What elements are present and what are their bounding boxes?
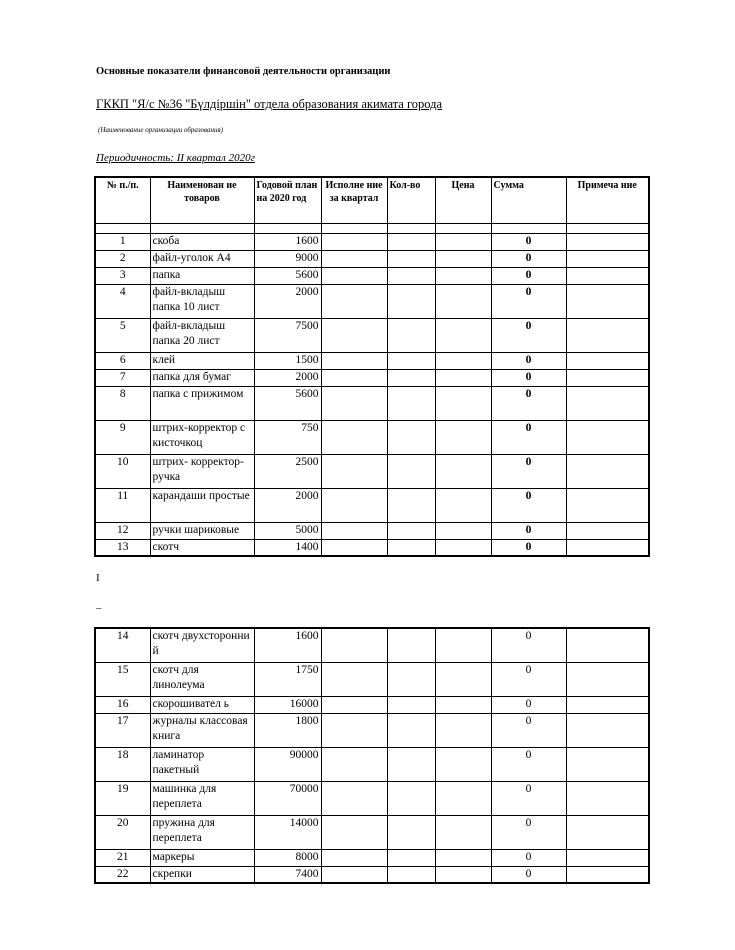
- cell-number: 6: [95, 352, 150, 369]
- cell-annual-plan: 5000: [254, 522, 321, 539]
- cell-name: карандаши простые: [150, 488, 254, 522]
- cell-annual-plan: 1400: [254, 539, 321, 556]
- period-label: Периодичность: II квартал 2020г: [96, 152, 255, 164]
- cell-quantity: [387, 488, 435, 522]
- cell-number: 20: [95, 815, 150, 849]
- cell-price: [435, 369, 491, 386]
- cell-note: [566, 488, 649, 522]
- cell-note: [566, 662, 649, 696]
- cell-price: [435, 420, 491, 454]
- cell-annual-plan: 2500: [254, 454, 321, 488]
- cell-sum: 0: [491, 369, 566, 386]
- cell-name: скоба: [150, 233, 254, 250]
- cell-name: штрих-корректор с кисточкоц: [150, 420, 254, 454]
- cell-note: [566, 369, 649, 386]
- cell-annual-plan: 1750: [254, 662, 321, 696]
- cell-quantity: [387, 454, 435, 488]
- table-row: [95, 815, 649, 849]
- cell-execution: [321, 369, 387, 386]
- cell-price: [435, 662, 491, 696]
- cell-execution: [321, 488, 387, 522]
- organization-name: ГККП "Я/с №36 "Бүлдіршін" отдела образования акимата города: [96, 97, 443, 111]
- table-row: [95, 420, 649, 454]
- cell-number: 12: [95, 522, 150, 539]
- cell-execution: [321, 233, 387, 250]
- cell-execution: [321, 713, 387, 747]
- cell-execution: [321, 781, 387, 815]
- cell-annual-plan: 1600: [254, 233, 321, 250]
- cell-quantity: [387, 386, 435, 420]
- table-row: [95, 284, 649, 318]
- cell-name: файл-вкладыш папка 10 лист: [150, 284, 254, 318]
- cell-name: файл-уголок А4: [150, 250, 254, 267]
- cell-sum: 0: [491, 662, 566, 696]
- cell-number: 21: [95, 849, 150, 866]
- cell-quantity: [387, 747, 435, 781]
- cell-number: 19: [95, 781, 150, 815]
- cell-quantity: [387, 696, 435, 713]
- cell-execution: [321, 696, 387, 713]
- cell-sum: 0: [491, 781, 566, 815]
- cell-note: [566, 250, 649, 267]
- cell-price: [435, 781, 491, 815]
- cell-annual-plan: 9000: [254, 250, 321, 267]
- cell-number: 9: [95, 420, 150, 454]
- cell-annual-plan: 16000: [254, 696, 321, 713]
- cell-note: [566, 713, 649, 747]
- cell-name: скорошивател ь: [150, 696, 254, 713]
- cell-quantity: [387, 250, 435, 267]
- column-header-sum: Сумма: [491, 177, 566, 223]
- table-row: [95, 522, 649, 539]
- cell-note: [566, 815, 649, 849]
- cell-sum: 0: [491, 267, 566, 284]
- cell-note: [566, 628, 649, 662]
- cell-execution: [321, 522, 387, 539]
- cell-annual-plan: 5600: [254, 386, 321, 420]
- cell-quantity: [387, 781, 435, 815]
- cell-sum: 0: [491, 420, 566, 454]
- cell-note: [566, 747, 649, 781]
- table-row: [95, 454, 649, 488]
- table-row: [95, 781, 649, 815]
- cell-number: 15: [95, 662, 150, 696]
- table-row: [95, 250, 649, 267]
- cell-annual-plan: 2000: [254, 369, 321, 386]
- cell-execution: [321, 815, 387, 849]
- organization-caption: (Наименование организации образования): [98, 126, 224, 134]
- cell-price: [435, 267, 491, 284]
- column-header-execution: Исполне ние за квартал: [321, 177, 387, 223]
- cell-quantity: [387, 815, 435, 849]
- cell-execution: [321, 849, 387, 866]
- cell-annual-plan: 7400: [254, 866, 321, 883]
- cell-sum: 0: [491, 628, 566, 662]
- cell-number: 10: [95, 454, 150, 488]
- cell-quantity: [387, 233, 435, 250]
- cell-annual-plan: 2000: [254, 488, 321, 522]
- table-row: [95, 488, 649, 522]
- cell-price: [435, 713, 491, 747]
- cell-note: [566, 420, 649, 454]
- cell-note: [566, 849, 649, 866]
- cell-quantity: [387, 522, 435, 539]
- cell-number: 11: [95, 488, 150, 522]
- cell-quantity: [387, 713, 435, 747]
- cell-annual-plan: 2000: [254, 284, 321, 318]
- table-row: [95, 696, 649, 713]
- stray-mark: I: [96, 572, 100, 584]
- table-row: [95, 369, 649, 386]
- cell-note: [566, 233, 649, 250]
- cell-name: скотч двухсторонни й: [150, 628, 254, 662]
- cell-annual-plan: 1500: [254, 352, 321, 369]
- column-header-quantity: Кол-во: [387, 177, 435, 223]
- cell-name: скотч: [150, 539, 254, 556]
- cell-sum: 0: [491, 352, 566, 369]
- cell-name: маркеры: [150, 849, 254, 866]
- cell-name: пружина для переплета: [150, 815, 254, 849]
- cell-sum: 0: [491, 386, 566, 420]
- cell-price: [435, 250, 491, 267]
- cell-number: 2: [95, 250, 150, 267]
- cell-price: [435, 815, 491, 849]
- cell-execution: [321, 318, 387, 352]
- table-row: [95, 662, 649, 696]
- cell-annual-plan: 7500: [254, 318, 321, 352]
- cell-execution: [321, 352, 387, 369]
- cell-note: [566, 522, 649, 539]
- cell-execution: [321, 250, 387, 267]
- cell-number: 1: [95, 233, 150, 250]
- cell-execution: [321, 539, 387, 556]
- cell-price: [435, 696, 491, 713]
- cell-annual-plan: 8000: [254, 849, 321, 866]
- cell-quantity: [387, 628, 435, 662]
- column-header-note: Примеча ние: [566, 177, 649, 223]
- cell-quantity: [387, 662, 435, 696]
- cell-quantity: [387, 369, 435, 386]
- cell-name: скотч для линолеума: [150, 662, 254, 696]
- table-row: [95, 318, 649, 352]
- cell-note: [566, 267, 649, 284]
- cell-annual-plan: 1800: [254, 713, 321, 747]
- cell-price: [435, 284, 491, 318]
- cell-note: [566, 696, 649, 713]
- cell-sum: 0: [491, 488, 566, 522]
- cell-name: папка: [150, 267, 254, 284]
- table-row: [95, 866, 649, 883]
- cell-sum: 0: [491, 454, 566, 488]
- cell-price: [435, 628, 491, 662]
- cell-number: 22: [95, 866, 150, 883]
- cell-price: [435, 352, 491, 369]
- cell-quantity: [387, 539, 435, 556]
- cell-number: 5: [95, 318, 150, 352]
- cell-quantity: [387, 866, 435, 883]
- cell-sum: 0: [491, 233, 566, 250]
- table-row: [95, 267, 649, 284]
- cell-price: [435, 866, 491, 883]
- table-row: [95, 386, 649, 420]
- cell-execution: [321, 386, 387, 420]
- cell-execution: [321, 662, 387, 696]
- cell-number: 18: [95, 747, 150, 781]
- cell-execution: [321, 267, 387, 284]
- cell-execution: [321, 747, 387, 781]
- cell-annual-plan: 90000: [254, 747, 321, 781]
- cell-number: 7: [95, 369, 150, 386]
- cell-note: [566, 318, 649, 352]
- table-row: [95, 747, 649, 781]
- cell-name: клей: [150, 352, 254, 369]
- cell-price: [435, 386, 491, 420]
- cell-price: [435, 318, 491, 352]
- cell-name: ламинатор пакетный: [150, 747, 254, 781]
- cell-annual-plan: 750: [254, 420, 321, 454]
- table-row: [95, 628, 649, 662]
- cell-sum: 0: [491, 250, 566, 267]
- cell-sum: 0: [491, 866, 566, 883]
- column-header-name: Наименован ие товаров: [150, 177, 254, 223]
- table-row: [95, 849, 649, 866]
- cell-quantity: [387, 420, 435, 454]
- cell-name: скрепки: [150, 866, 254, 883]
- cell-note: [566, 352, 649, 369]
- cell-note: [566, 454, 649, 488]
- cell-name: штрих- корректор-ручка: [150, 454, 254, 488]
- column-header-price: Цена: [435, 177, 491, 223]
- cell-price: [435, 747, 491, 781]
- financial-table-page2: [94, 627, 650, 884]
- cell-sum: 0: [491, 849, 566, 866]
- cell-number: 14: [95, 628, 150, 662]
- cell-note: [566, 866, 649, 883]
- cell-sum: 0: [491, 318, 566, 352]
- cell-annual-plan: 5600: [254, 267, 321, 284]
- page-title: Основные показатели финансовой деятельности организации: [96, 66, 391, 77]
- cell-price: [435, 454, 491, 488]
- cell-execution: [321, 454, 387, 488]
- cell-note: [566, 539, 649, 556]
- header-row: [95, 177, 649, 223]
- header-spacer-row: [95, 223, 649, 233]
- cell-price: [435, 233, 491, 250]
- cell-price: [435, 849, 491, 866]
- financial-table-page1: [94, 176, 650, 557]
- cell-name: ручки шариковые: [150, 522, 254, 539]
- cell-name: машинка для переплета: [150, 781, 254, 815]
- cell-annual-plan: 70000: [254, 781, 321, 815]
- cell-quantity: [387, 284, 435, 318]
- cell-execution: [321, 866, 387, 883]
- cell-sum: 0: [491, 522, 566, 539]
- cell-quantity: [387, 318, 435, 352]
- stray-dash: –: [96, 602, 102, 614]
- cell-annual-plan: 1600: [254, 628, 321, 662]
- cell-sum: 0: [491, 815, 566, 849]
- cell-annual-plan: 14000: [254, 815, 321, 849]
- cell-name: папка с прижимом: [150, 386, 254, 420]
- cell-name: папка для бумаг: [150, 369, 254, 386]
- table-row: [95, 352, 649, 369]
- cell-sum: 0: [491, 539, 566, 556]
- cell-number: 3: [95, 267, 150, 284]
- cell-execution: [321, 284, 387, 318]
- table-row: [95, 233, 649, 250]
- cell-quantity: [387, 352, 435, 369]
- cell-quantity: [387, 267, 435, 284]
- table-row: [95, 713, 649, 747]
- cell-number: 13: [95, 539, 150, 556]
- cell-name: файл-вкладыш папка 20 лист: [150, 318, 254, 352]
- cell-number: 4: [95, 284, 150, 318]
- column-header-number: № п./п.: [95, 177, 150, 223]
- cell-sum: 0: [491, 696, 566, 713]
- cell-number: 8: [95, 386, 150, 420]
- cell-execution: [321, 628, 387, 662]
- table-row: [95, 539, 649, 556]
- cell-execution: [321, 420, 387, 454]
- cell-price: [435, 539, 491, 556]
- cell-sum: 0: [491, 713, 566, 747]
- cell-price: [435, 488, 491, 522]
- cell-price: [435, 522, 491, 539]
- cell-name: журналы классовая книга: [150, 713, 254, 747]
- cell-sum: 0: [491, 284, 566, 318]
- cell-note: [566, 781, 649, 815]
- cell-sum: 0: [491, 747, 566, 781]
- cell-number: 16: [95, 696, 150, 713]
- cell-number: 17: [95, 713, 150, 747]
- cell-note: [566, 386, 649, 420]
- cell-note: [566, 284, 649, 318]
- cell-quantity: [387, 849, 435, 866]
- column-header-annual-plan: Годовой план на 2020 год: [254, 177, 321, 223]
